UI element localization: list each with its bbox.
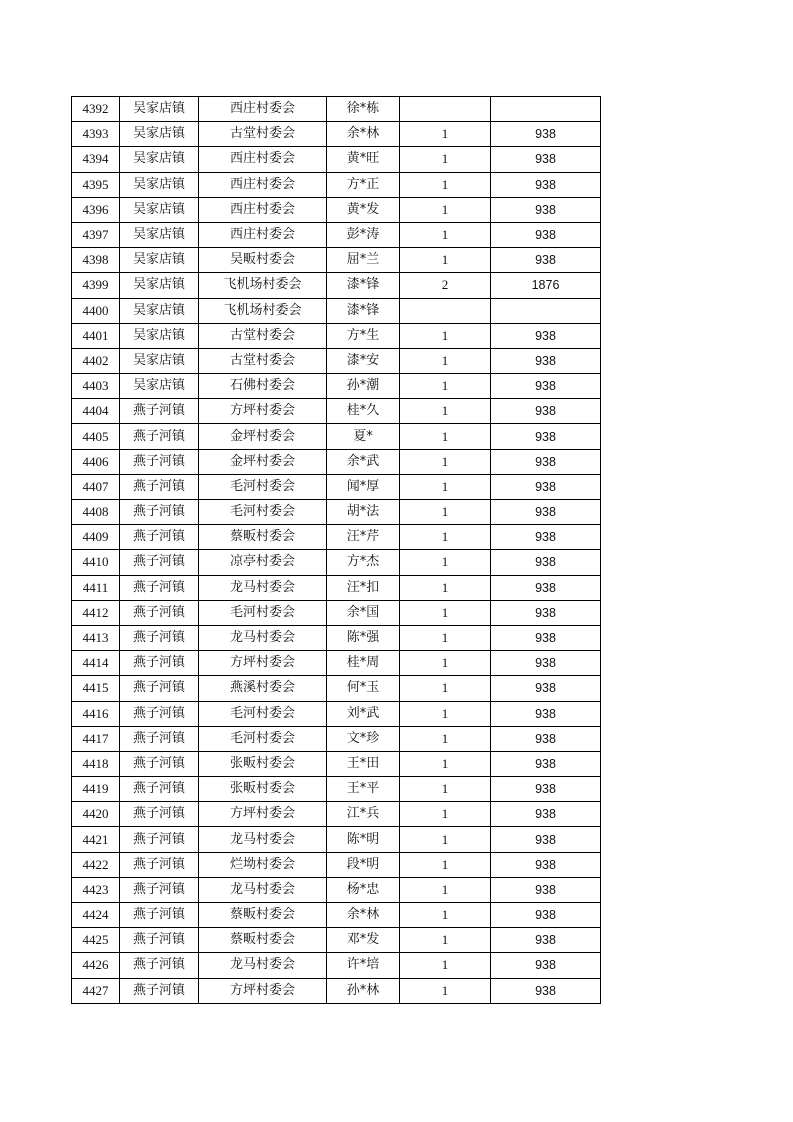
amount-cell: 938	[491, 374, 601, 399]
table-row	[72, 222, 601, 247]
amount-cell: 938	[491, 751, 601, 776]
count-cell: 1	[400, 877, 491, 902]
row-number: 4409	[72, 525, 120, 550]
table-row	[72, 525, 601, 550]
amount-cell	[491, 97, 601, 122]
table-row	[72, 172, 601, 197]
town-cell: 燕子河镇	[120, 500, 199, 525]
amount-cell: 938	[491, 348, 601, 373]
town-cell: 燕子河镇	[120, 953, 199, 978]
person-name-cell: 王*平	[327, 777, 400, 802]
table-row	[72, 575, 601, 600]
amount-cell: 938	[491, 676, 601, 701]
table-row	[72, 374, 601, 399]
row-number: 4410	[72, 550, 120, 575]
village-committee-cell: 燕溪村委会	[199, 676, 327, 701]
count-cell: 1	[400, 600, 491, 625]
table-row	[72, 978, 601, 1003]
table-row	[72, 600, 601, 625]
person-name-cell: 方*杰	[327, 550, 400, 575]
count-cell: 2	[400, 273, 491, 298]
count-cell: 1	[400, 953, 491, 978]
table-row	[72, 122, 601, 147]
row-number: 4420	[72, 802, 120, 827]
table-row	[72, 500, 601, 525]
table-row	[72, 348, 601, 373]
row-number: 4427	[72, 978, 120, 1003]
count-cell: 1	[400, 827, 491, 852]
row-number: 4395	[72, 172, 120, 197]
count-cell: 1	[400, 348, 491, 373]
person-name-cell: 余*林	[327, 122, 400, 147]
town-cell: 燕子河镇	[120, 399, 199, 424]
row-number: 4416	[72, 701, 120, 726]
table-row	[72, 197, 601, 222]
row-number: 4403	[72, 374, 120, 399]
village-committee-cell: 古堂村委会	[199, 122, 327, 147]
count-cell: 1	[400, 147, 491, 172]
count-cell: 1	[400, 525, 491, 550]
person-name-cell: 黄*发	[327, 197, 400, 222]
village-committee-cell: 飞机场村委会	[199, 298, 327, 323]
person-name-cell: 陈*明	[327, 827, 400, 852]
table-row	[72, 97, 601, 122]
amount-cell: 938	[491, 424, 601, 449]
person-name-cell: 文*珍	[327, 726, 400, 751]
person-name-cell: 杨*忠	[327, 877, 400, 902]
table-row	[72, 953, 601, 978]
person-name-cell: 余*国	[327, 600, 400, 625]
row-number: 4418	[72, 751, 120, 776]
count-cell: 1	[400, 374, 491, 399]
count-cell: 1	[400, 248, 491, 273]
table-body	[72, 97, 601, 1004]
person-name-cell: 夏*	[327, 424, 400, 449]
amount-cell: 938	[491, 928, 601, 953]
town-cell: 燕子河镇	[120, 726, 199, 751]
row-number: 4415	[72, 676, 120, 701]
person-name-cell: 漆*锋	[327, 298, 400, 323]
village-committee-cell: 蔡畈村委会	[199, 928, 327, 953]
town-cell: 燕子河镇	[120, 978, 199, 1003]
town-cell: 燕子河镇	[120, 474, 199, 499]
row-number: 4408	[72, 500, 120, 525]
table-row	[72, 928, 601, 953]
person-name-cell: 桂*久	[327, 399, 400, 424]
town-cell: 吴家店镇	[120, 323, 199, 348]
table-row	[72, 449, 601, 474]
village-committee-cell: 张畈村委会	[199, 751, 327, 776]
row-number: 4393	[72, 122, 120, 147]
person-name-cell: 桂*周	[327, 651, 400, 676]
table-row	[72, 676, 601, 701]
row-number: 4411	[72, 575, 120, 600]
amount-cell: 938	[491, 550, 601, 575]
count-cell: 1	[400, 651, 491, 676]
village-committee-cell: 龙马村委会	[199, 877, 327, 902]
table-row	[72, 751, 601, 776]
row-number: 4394	[72, 147, 120, 172]
person-name-cell: 闻*厚	[327, 474, 400, 499]
village-committee-cell: 石佛村委会	[199, 374, 327, 399]
amount-cell: 938	[491, 978, 601, 1003]
town-cell: 燕子河镇	[120, 802, 199, 827]
row-number: 4405	[72, 424, 120, 449]
amount-cell: 938	[491, 827, 601, 852]
amount-cell: 938	[491, 701, 601, 726]
town-cell: 燕子河镇	[120, 827, 199, 852]
amount-cell: 938	[491, 248, 601, 273]
town-cell: 吴家店镇	[120, 298, 199, 323]
village-committee-cell: 毛河村委会	[199, 500, 327, 525]
town-cell: 燕子河镇	[120, 676, 199, 701]
person-name-cell: 黄*旺	[327, 147, 400, 172]
count-cell: 1	[400, 903, 491, 928]
table-row	[72, 474, 601, 499]
person-name-cell: 方*生	[327, 323, 400, 348]
village-committee-cell: 龙马村委会	[199, 953, 327, 978]
village-committee-cell: 吴畈村委会	[199, 248, 327, 273]
count-cell: 1	[400, 474, 491, 499]
person-name-cell: 屈*兰	[327, 248, 400, 273]
person-name-cell: 漆*锋	[327, 273, 400, 298]
person-name-cell: 陈*强	[327, 625, 400, 650]
row-number: 4397	[72, 222, 120, 247]
amount-cell: 938	[491, 474, 601, 499]
person-name-cell: 彭*涛	[327, 222, 400, 247]
count-cell: 1	[400, 575, 491, 600]
table-row	[72, 852, 601, 877]
count-cell: 1	[400, 399, 491, 424]
table-row	[72, 777, 601, 802]
village-committee-cell: 烂坳村委会	[199, 852, 327, 877]
row-number: 4422	[72, 852, 120, 877]
village-committee-cell: 蔡畈村委会	[199, 525, 327, 550]
town-cell: 燕子河镇	[120, 625, 199, 650]
row-number: 4412	[72, 600, 120, 625]
amount-cell: 938	[491, 903, 601, 928]
amount-cell: 938	[491, 802, 601, 827]
town-cell: 燕子河镇	[120, 600, 199, 625]
row-number: 4398	[72, 248, 120, 273]
town-cell: 燕子河镇	[120, 525, 199, 550]
village-committee-cell: 金坪村委会	[199, 424, 327, 449]
table-row	[72, 550, 601, 575]
count-cell: 1	[400, 751, 491, 776]
amount-cell: 938	[491, 500, 601, 525]
village-committee-cell: 龙马村委会	[199, 625, 327, 650]
row-number: 4401	[72, 323, 120, 348]
table-row	[72, 424, 601, 449]
village-committee-cell: 毛河村委会	[199, 701, 327, 726]
person-name-cell: 余*林	[327, 903, 400, 928]
row-number: 4419	[72, 777, 120, 802]
village-committee-cell: 西庄村委会	[199, 172, 327, 197]
amount-cell: 938	[491, 625, 601, 650]
town-cell: 吴家店镇	[120, 348, 199, 373]
table-row	[72, 802, 601, 827]
town-cell: 燕子河镇	[120, 550, 199, 575]
count-cell: 1	[400, 852, 491, 877]
row-number: 4421	[72, 827, 120, 852]
table-row	[72, 298, 601, 323]
town-cell: 吴家店镇	[120, 172, 199, 197]
amount-cell: 938	[491, 651, 601, 676]
row-number: 4424	[72, 903, 120, 928]
village-committee-cell: 方坪村委会	[199, 802, 327, 827]
village-committee-cell: 龙马村委会	[199, 575, 327, 600]
row-number: 4404	[72, 399, 120, 424]
count-cell: 1	[400, 625, 491, 650]
town-cell: 吴家店镇	[120, 147, 199, 172]
town-cell: 燕子河镇	[120, 701, 199, 726]
person-name-cell: 许*培	[327, 953, 400, 978]
amount-cell: 938	[491, 197, 601, 222]
count-cell: 1	[400, 550, 491, 575]
town-cell: 燕子河镇	[120, 852, 199, 877]
person-name-cell: 段*明	[327, 852, 400, 877]
town-cell: 燕子河镇	[120, 651, 199, 676]
village-committee-cell: 张畈村委会	[199, 777, 327, 802]
village-committee-cell: 毛河村委会	[199, 600, 327, 625]
village-committee-cell: 西庄村委会	[199, 197, 327, 222]
town-cell: 吴家店镇	[120, 222, 199, 247]
count-cell: 1	[400, 122, 491, 147]
amount-cell: 938	[491, 953, 601, 978]
amount-cell: 938	[491, 525, 601, 550]
person-name-cell: 胡*法	[327, 500, 400, 525]
count-cell: 1	[400, 928, 491, 953]
amount-cell	[491, 298, 601, 323]
table-row	[72, 877, 601, 902]
person-name-cell: 方*正	[327, 172, 400, 197]
row-number: 4414	[72, 651, 120, 676]
amount-cell: 938	[491, 147, 601, 172]
person-name-cell: 汪*芹	[327, 525, 400, 550]
row-number: 4406	[72, 449, 120, 474]
count-cell: 1	[400, 726, 491, 751]
table-row	[72, 273, 601, 298]
person-name-cell: 徐*栋	[327, 97, 400, 122]
town-cell: 燕子河镇	[120, 751, 199, 776]
count-cell: 1	[400, 323, 491, 348]
count-cell: 1	[400, 978, 491, 1003]
row-number: 4413	[72, 625, 120, 650]
amount-cell: 938	[491, 323, 601, 348]
row-number: 4426	[72, 953, 120, 978]
row-number: 4417	[72, 726, 120, 751]
village-committee-cell: 西庄村委会	[199, 97, 327, 122]
village-committee-cell: 古堂村委会	[199, 323, 327, 348]
subsidy-roster-table	[71, 96, 601, 1004]
row-number: 4425	[72, 928, 120, 953]
amount-cell: 938	[491, 449, 601, 474]
row-number: 4423	[72, 877, 120, 902]
person-name-cell: 邓*发	[327, 928, 400, 953]
table-row	[72, 248, 601, 273]
town-cell: 吴家店镇	[120, 122, 199, 147]
amount-cell: 938	[491, 777, 601, 802]
table-row	[72, 625, 601, 650]
village-committee-cell: 西庄村委会	[199, 147, 327, 172]
table-row	[72, 147, 601, 172]
table-row	[72, 903, 601, 928]
amount-cell: 938	[491, 122, 601, 147]
town-cell: 吴家店镇	[120, 273, 199, 298]
village-committee-cell: 金坪村委会	[199, 449, 327, 474]
village-committee-cell: 毛河村委会	[199, 474, 327, 499]
count-cell: 1	[400, 777, 491, 802]
table-row	[72, 701, 601, 726]
count-cell: 1	[400, 197, 491, 222]
count-cell: 1	[400, 172, 491, 197]
amount-cell: 938	[491, 600, 601, 625]
town-cell: 燕子河镇	[120, 928, 199, 953]
count-cell	[400, 97, 491, 122]
table-row	[72, 651, 601, 676]
count-cell: 1	[400, 802, 491, 827]
town-cell: 吴家店镇	[120, 248, 199, 273]
row-number: 4407	[72, 474, 120, 499]
count-cell: 1	[400, 500, 491, 525]
person-name-cell: 孙*林	[327, 978, 400, 1003]
table-row	[72, 827, 601, 852]
town-cell: 燕子河镇	[120, 424, 199, 449]
row-number: 4392	[72, 97, 120, 122]
person-name-cell: 孙*潮	[327, 374, 400, 399]
town-cell: 燕子河镇	[120, 877, 199, 902]
count-cell: 1	[400, 676, 491, 701]
amount-cell: 938	[491, 852, 601, 877]
amount-cell: 938	[491, 399, 601, 424]
town-cell: 燕子河镇	[120, 903, 199, 928]
row-number: 4396	[72, 197, 120, 222]
village-committee-cell: 毛河村委会	[199, 726, 327, 751]
person-name-cell: 王*田	[327, 751, 400, 776]
count-cell: 1	[400, 222, 491, 247]
person-name-cell: 刘*武	[327, 701, 400, 726]
town-cell: 吴家店镇	[120, 97, 199, 122]
village-committee-cell: 龙马村委会	[199, 827, 327, 852]
village-committee-cell: 古堂村委会	[199, 348, 327, 373]
person-name-cell: 江*兵	[327, 802, 400, 827]
village-committee-cell: 西庄村委会	[199, 222, 327, 247]
village-committee-cell: 蔡畈村委会	[199, 903, 327, 928]
town-cell: 燕子河镇	[120, 777, 199, 802]
table-row	[72, 323, 601, 348]
amount-cell: 938	[491, 726, 601, 751]
row-number: 4399	[72, 273, 120, 298]
count-cell	[400, 298, 491, 323]
amount-cell: 938	[491, 222, 601, 247]
person-name-cell: 漆*安	[327, 348, 400, 373]
town-cell: 燕子河镇	[120, 575, 199, 600]
town-cell: 燕子河镇	[120, 449, 199, 474]
amount-cell: 938	[491, 575, 601, 600]
village-committee-cell: 飞机场村委会	[199, 273, 327, 298]
town-cell: 吴家店镇	[120, 374, 199, 399]
village-committee-cell: 方坪村委会	[199, 978, 327, 1003]
village-committee-cell: 凉亭村委会	[199, 550, 327, 575]
person-name-cell: 汪*扣	[327, 575, 400, 600]
person-name-cell: 何*玉	[327, 676, 400, 701]
count-cell: 1	[400, 701, 491, 726]
row-number: 4402	[72, 348, 120, 373]
amount-cell: 938	[491, 877, 601, 902]
table-row	[72, 726, 601, 751]
count-cell: 1	[400, 424, 491, 449]
amount-cell: 938	[491, 172, 601, 197]
amount-cell: 1876	[491, 273, 601, 298]
village-committee-cell: 方坪村委会	[199, 651, 327, 676]
town-cell: 吴家店镇	[120, 197, 199, 222]
person-name-cell: 余*武	[327, 449, 400, 474]
village-committee-cell: 方坪村委会	[199, 399, 327, 424]
count-cell: 1	[400, 449, 491, 474]
row-number: 4400	[72, 298, 120, 323]
table-row	[72, 399, 601, 424]
